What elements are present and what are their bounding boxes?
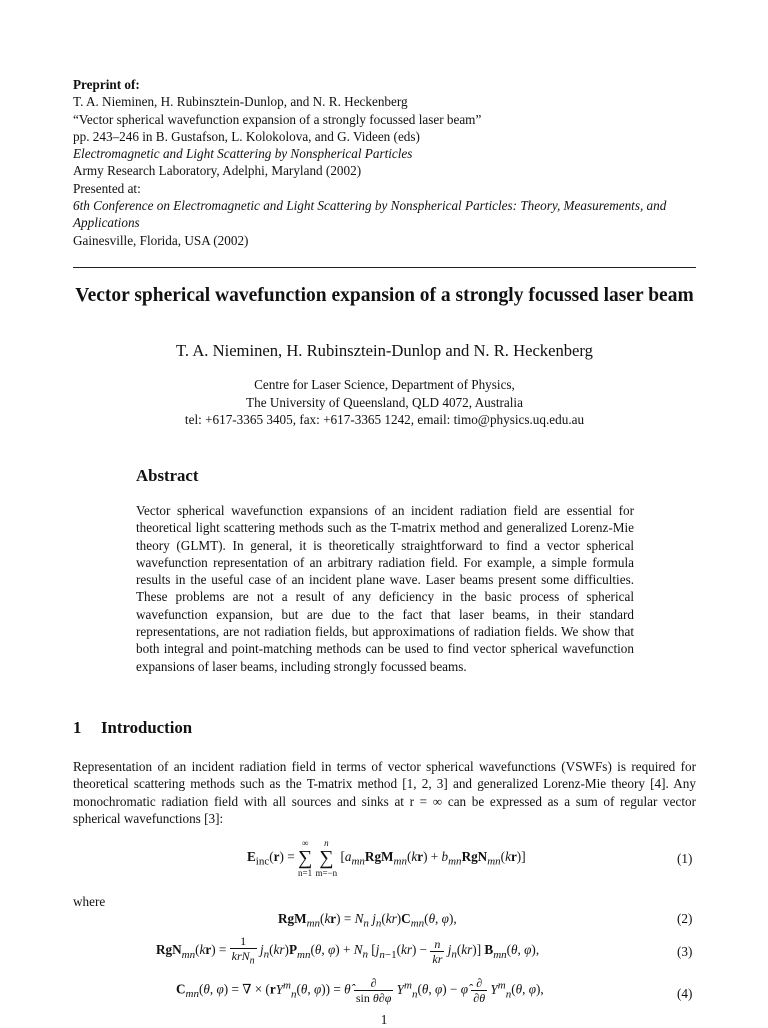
section-title: Introduction — [101, 718, 193, 737]
section-number: 1 — [73, 718, 82, 737]
equation-3: RgN$_{mn}$(kr) = $\frac{1}{krN_n}$ $j_n(kr)P_{mn}(\theta$, $\varphi) + N_n$ [$j_{n-1}(kr)$ − $\frac{n}{kr}$ $j_n(kr)$] $B_{mn}(\theta$, φ), — [156, 934, 540, 967]
equation-4: $C_{mn}(\theta$, φ) = ∇ × ($rY^m_n(\theta$, φ)) = θ̂ $\frac{\partial}{\text{sin θ∂φ}}$ $Y^m_n(\theta$, φ) − φ̂ $\frac{\partial}{\partial\theta}$ $Y^m_n(\theta$, φ), — [176, 976, 544, 1005]
abstract-heading: Abstract — [136, 466, 199, 485]
paper-title: Vector spherical wavefunction expansion of a strongly focussed laser beam — [75, 285, 694, 306]
preprint-publisher: Army Research Laboratory, Adelphi, Maryland (2002) — [73, 163, 362, 179]
preprint-authors: T. A. Nieminen, H. Rubinsztein-Dunlop, and N. R. Heckenberg — [73, 94, 408, 110]
header-divider — [73, 267, 696, 268]
equation-4-number: (4) — [677, 986, 693, 1001]
conference-name: 6th Conference on Electromagnetic and Light Scattering by Nonspherical Particles: Theory, Measurements, and Applications — [73, 198, 667, 231]
preprint-book: Electromagnetic and Light Scattering by Nonspherical Particles — [73, 146, 413, 162]
preprint-title: “Vector spherical wavefunction expansion of a strongly focussed laser beam” — [73, 111, 482, 127]
presented-at-label: Presented at: — [73, 180, 141, 196]
preprint-pages: pp. 243–246 in B. Gustafson, L. Kolokolova, and G. Videen (eds) — [73, 128, 420, 144]
affiliation-line-1: Centre for Laser Science, Department of Physics, — [254, 377, 515, 392]
affiliation-line-2: The University of Queensland, QLD 4072, Australia — [246, 394, 523, 410]
contact-line: tel: +617-3365 3405, fax: +617-3365 1242, email: timo@physics.uq.edu.au — [184, 412, 585, 427]
preprint-label: Preprint of: — [73, 77, 140, 92]
paper-authors: T. A. Nieminen, H. Rubinsztein-Dunlop and N. R. Heckenberg — [176, 341, 593, 360]
conference-location: Gainesville, Florida, USA (2002) — [73, 232, 249, 248]
equation-2: $RgM_{mn}(kr) = N_n$ $j_n(kr)C_{mn}(\theta$, φ), — [278, 911, 457, 930]
affiliation — [73, 376, 696, 429]
equation-3-number: (3) — [677, 944, 693, 959]
intro-paragraph: Representation of an incident radiation field in terms of vector spherical wavefunctions (VSWFs) is required for theoretical scattering methods such as the T-matrix method [1, 2, 3] and generalized Lorenz-Mie theory [4]. Any monochromatic radiation field with all sources and sinks at r = ∞ can be expressed as a sum of regular vector spherical wavefunctions [3]: — [73, 759, 696, 826]
equation-1: $E_{inc}(r)$ = ∞ ∑ n=1 n ∑ m=−n $[a_{mn}RgM_{mn}(kr) + b_{mn}RgN_{mn}(kr)]$ — [247, 838, 526, 878]
equation-2-number: (2) — [677, 911, 693, 926]
equation-1-number: (1) — [677, 851, 693, 866]
where-text: where — [73, 894, 106, 909]
abstract-body: Vector spherical wavefunction expansions of an incident radiation field are essential for theoretical light scattering methods such as the T-matrix method and generalized Lorenz-Mie theory (GLMT). In general, it is theoretically straightforward to find a vector spherical wavefunction representation of an arbitrary radiation field. For example, a simple formula results in the useful case of an incident plane wave. Laser beams present some difficulties. These problems are not a result of any deficiency in the basic process of spherical wavefunction expansion, but are due to the fact that laser beams, in their standard representations, are not radiation fields, but approximations of radiation fields. We show that both integral and point-matching methods can be used to find vector spherical wavefunction expansions of laser beams, including strongly focussed beams. — [136, 503, 634, 674]
page-number: 1 — [380, 1012, 388, 1027]
preprint-citation — [73, 76, 698, 249]
section-heading — [73, 718, 192, 738]
